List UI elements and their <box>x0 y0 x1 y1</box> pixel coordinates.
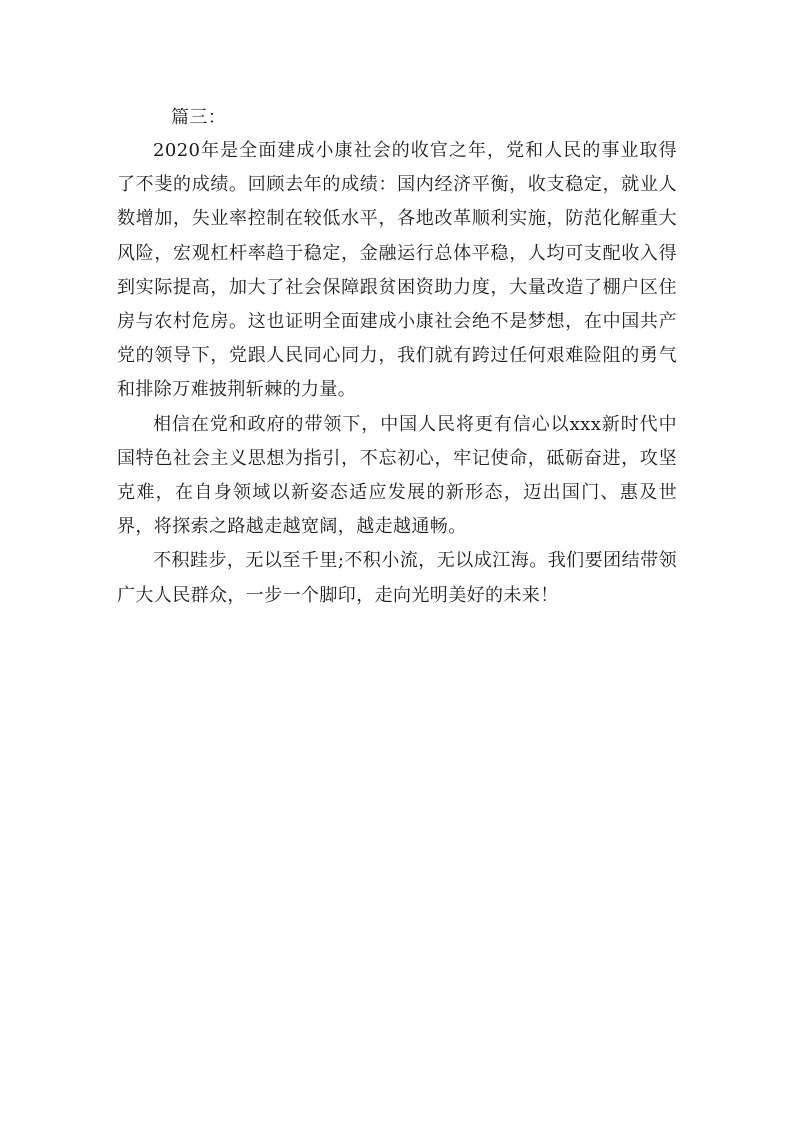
section-heading: 篇三： <box>171 107 227 128</box>
document-body <box>117 104 677 613</box>
paragraph-closing: 不积跬步，无以至千里;不积小流，无以成江海。我们要团结带领广大人民群众，一步一个脚印，走向光明美好的未来！ <box>117 550 677 606</box>
paragraph-achievements: 2020年是全面建成小康社会的收官之年，党和人民的事业取得了不斐的成绩。回顾去年的成绩：国内经济平衡，收支稳定，就业人数增加，失业率控制在较低水平，各地改革顺利实施，防范化解重大风险，宏观杠杆率趋于稳定，金融运行总体平稳，人均可支配收入得到实际提高，加大了社会保障跟贫困资助力度，大量改造了棚户区住房与农村危房。这也证明全面建成小康社会绝不是梦想，在中国共产党的领导下，党跟人民同心同力，我们就有跨过任何艰难险阻的勇气和排除万难披荆斩棘的力量。 <box>117 140 677 401</box>
paragraph-confidence: 相信在党和政府的带领下，中国人民将更有信心以xxx新时代中国特色社会主义思想为指引，不忘初心，牢记使命，砥砺奋进，攻坚克难，在自身领域以新姿态适应发展的新形态，迈出国门、惠及世界，将探索之路越走越宽阔，越走越通畅。 <box>117 413 677 538</box>
